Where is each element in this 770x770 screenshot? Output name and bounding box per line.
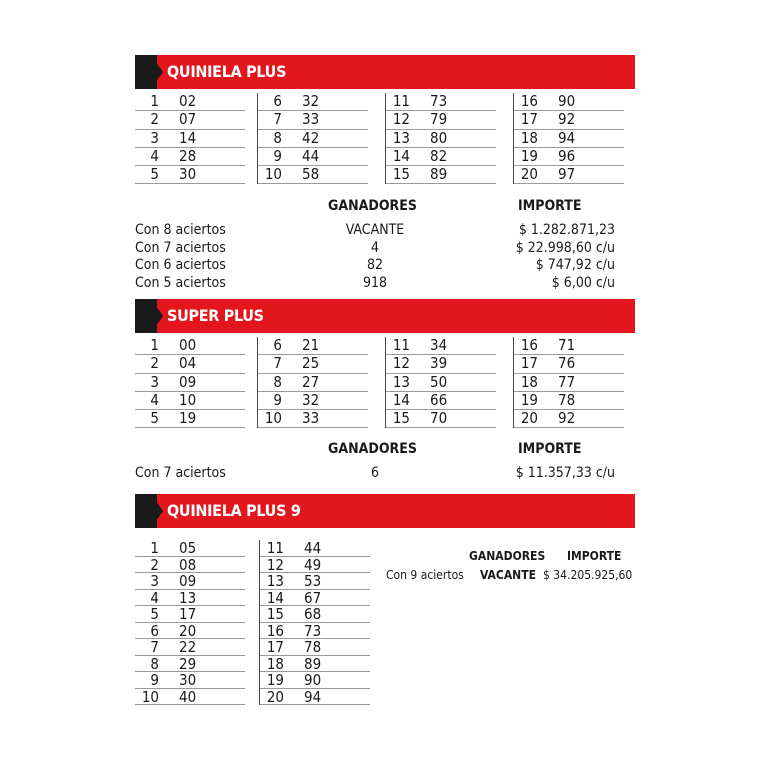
draw-position: 10: [264, 165, 282, 184]
number-column: [257, 93, 368, 184]
number-row: [135, 374, 245, 392]
number-row: [386, 166, 496, 184]
prize-amount: $ 1.282.871,23: [518, 222, 615, 238]
drawn-number: 13: [179, 588, 197, 607]
number-row: [135, 166, 245, 184]
draw-position: 7: [150, 638, 159, 656]
number-row: [386, 355, 496, 373]
prize-row: [135, 222, 615, 239]
number-column: [135, 93, 245, 184]
draw-position: 4: [150, 390, 159, 409]
drawn-number: 97: [558, 165, 576, 184]
prize-winners: 918: [362, 274, 388, 291]
draw-position: 18: [520, 372, 538, 391]
draw-position: 15: [392, 165, 410, 184]
draw-position: 15: [266, 605, 284, 623]
drawn-number: 58: [302, 165, 320, 184]
draw-position: 16: [520, 92, 538, 110]
draw-position: 13: [266, 572, 284, 590]
draw-position: 11: [392, 92, 410, 110]
winners-header: GANADORES: [328, 441, 417, 457]
drawn-number: 14: [179, 128, 197, 147]
prize-winners: VACANTE: [480, 568, 536, 582]
prize-row: [135, 257, 615, 274]
draw-position: 14: [266, 588, 284, 607]
drawn-number: 78: [304, 638, 322, 656]
draw-position: 5: [150, 605, 159, 623]
drawn-number: 70: [430, 409, 448, 428]
drawn-number: 79: [430, 110, 448, 129]
draw-position: 19: [520, 390, 538, 409]
number-row: [514, 130, 624, 148]
draw-position: 15: [392, 409, 410, 428]
drawn-number: 32: [302, 92, 320, 110]
section-title: QUINIELA PLUS 9: [167, 501, 301, 520]
prize-row: [135, 275, 615, 292]
prize-label: Con 5 aciertos: [135, 274, 226, 291]
number-row: [514, 392, 624, 410]
draw-position: 20: [520, 165, 538, 184]
number-row: [135, 93, 245, 111]
number-row: [135, 623, 245, 640]
prize-amount: $ 747,92 c/u: [535, 257, 615, 273]
number-row: [386, 410, 496, 428]
prize-label: Con 7 aciertos: [135, 465, 226, 481]
number-row: [258, 392, 368, 410]
drawn-number: 09: [179, 572, 197, 590]
drawn-number: 92: [558, 409, 576, 428]
number-row: [135, 672, 245, 689]
number-row: [514, 111, 624, 129]
drawn-number: 44: [302, 146, 320, 165]
number-row: [135, 573, 245, 590]
number-row: [135, 590, 245, 607]
number-row: [514, 337, 624, 355]
prize-winners: 82: [366, 257, 384, 273]
number-row: [514, 355, 624, 373]
number-row: [514, 148, 624, 166]
number-row: [386, 111, 496, 129]
draw-position: 8: [273, 372, 282, 391]
drawn-number: 21: [302, 336, 320, 354]
number-column: [513, 93, 624, 184]
draw-position: 3: [150, 572, 159, 590]
draw-position: 3: [150, 372, 159, 391]
number-row: [258, 355, 368, 373]
draw-position: 6: [273, 336, 282, 354]
draw-position: 3: [150, 128, 159, 147]
number-row: [135, 392, 245, 410]
section-title: SUPER PLUS: [167, 306, 264, 325]
draw-position: 8: [273, 128, 282, 147]
drawn-number: 82: [430, 146, 448, 165]
drawn-number: 25: [302, 354, 320, 373]
number-row: [514, 374, 624, 392]
draw-position: 18: [266, 654, 284, 673]
number-row: [258, 374, 368, 392]
draw-position: 1: [150, 92, 159, 110]
drawn-number: 33: [302, 110, 320, 129]
drawn-number: 08: [179, 555, 197, 574]
chevron-right-icon: [151, 55, 163, 89]
drawn-number: 77: [558, 372, 576, 391]
amount-header: IMPORTE: [518, 198, 582, 214]
draw-position: 11: [392, 336, 410, 354]
amount-header: IMPORTE: [518, 441, 582, 457]
number-row: [260, 590, 370, 607]
drawn-number: 73: [304, 621, 322, 640]
draw-position: 1: [150, 539, 159, 557]
drawn-number: 68: [304, 605, 322, 623]
drawn-number: 07: [179, 110, 197, 129]
prize-amount: $ 34.205.925,60: [543, 568, 633, 582]
draw-position: 6: [273, 92, 282, 110]
drawn-number: 44: [304, 539, 322, 557]
draw-position: 13: [392, 372, 410, 391]
drawn-number: 34: [430, 336, 448, 354]
draw-position: 14: [392, 146, 410, 165]
number-row: [260, 639, 370, 656]
drawn-number: 78: [558, 390, 576, 409]
draw-position: 7: [273, 110, 282, 129]
draw-position: 9: [273, 146, 282, 165]
number-row: [135, 540, 245, 557]
prize-amount: $ 11.357,33 c/u: [515, 465, 615, 481]
prize-amount: $ 22.998,60 c/u: [515, 239, 615, 256]
number-row: [260, 540, 370, 557]
drawn-number: 30: [179, 165, 197, 184]
draw-position: 20: [520, 409, 538, 428]
drawn-number: 92: [558, 110, 576, 129]
number-row: [135, 130, 245, 148]
drawn-number: 94: [558, 128, 576, 147]
draw-position: 2: [150, 555, 159, 574]
number-row: [135, 355, 245, 373]
drawn-number: 40: [179, 687, 197, 706]
draw-position: 20: [266, 687, 284, 706]
draw-position: 6: [150, 621, 159, 640]
drawn-number: 71: [558, 336, 576, 354]
number-row: [386, 93, 496, 111]
drawn-number: 33: [302, 409, 320, 428]
number-row: [258, 111, 368, 129]
drawn-number: 80: [430, 128, 448, 147]
draw-position: 8: [150, 654, 159, 673]
draw-position: 12: [392, 110, 410, 129]
drawn-number: 02: [179, 92, 197, 110]
number-row: [258, 166, 368, 184]
number-row: [258, 148, 368, 166]
number-row: [135, 557, 245, 574]
number-row: [135, 410, 245, 428]
drawn-number: 28: [179, 146, 197, 165]
draw-position: 5: [150, 409, 159, 428]
number-column: [135, 337, 245, 428]
drawn-number: 20: [179, 621, 197, 640]
number-row: [514, 93, 624, 111]
drawn-number: 89: [304, 654, 322, 673]
number-row: [386, 392, 496, 410]
draw-position: 13: [392, 128, 410, 147]
drawn-number: 94: [304, 687, 322, 706]
drawn-number: 04: [179, 354, 197, 373]
prize-winners: 6: [370, 465, 379, 481]
draw-position: 9: [273, 390, 282, 409]
number-column: [513, 337, 624, 428]
number-row: [386, 148, 496, 166]
number-row: [135, 639, 245, 656]
drawn-number: 30: [179, 671, 197, 689]
drawn-number: 00: [179, 336, 197, 354]
drawn-number: 10: [179, 390, 197, 409]
section-title: QUINIELA PLUS: [167, 62, 287, 81]
draw-position: 19: [266, 671, 284, 689]
draw-position: 5: [150, 165, 159, 184]
number-column: [385, 93, 496, 184]
draw-position: 11: [266, 539, 284, 557]
number-row: [514, 166, 624, 184]
draw-position: 18: [520, 128, 538, 147]
draw-position: 16: [266, 621, 284, 640]
winners-header: GANADORES: [328, 198, 417, 214]
draw-position: 14: [392, 390, 410, 409]
number-column: [259, 540, 370, 705]
drawn-number: 89: [430, 165, 448, 184]
drawn-number: 90: [558, 92, 576, 110]
drawn-number: 09: [179, 372, 197, 391]
draw-position: 10: [141, 687, 159, 706]
drawn-number: 22: [179, 638, 197, 656]
drawn-number: 29: [179, 654, 197, 673]
prize-row: [135, 240, 615, 257]
number-row: [258, 410, 368, 428]
draw-position: 1: [150, 336, 159, 354]
prize-label: Con 8 aciertos: [135, 222, 226, 238]
number-row: [258, 93, 368, 111]
draw-position: 7: [273, 354, 282, 373]
prize-label: Con 6 aciertos: [135, 257, 226, 273]
drawn-number: 66: [430, 390, 448, 409]
number-row: [260, 573, 370, 590]
number-row: [135, 111, 245, 129]
number-row: [260, 606, 370, 623]
number-row: [135, 148, 245, 166]
drawn-number: 96: [558, 146, 576, 165]
winners-header: GANADORES: [469, 549, 546, 563]
number-row: [135, 689, 245, 706]
drawn-number: 76: [558, 354, 576, 373]
drawn-number: 05: [179, 539, 197, 557]
number-row: [260, 557, 370, 574]
drawn-number: 27: [302, 372, 320, 391]
quiniela-plus-header: [135, 55, 635, 89]
prize-row: [135, 465, 615, 482]
draw-position: 16: [520, 336, 538, 354]
number-row: [135, 656, 245, 673]
draw-position: 2: [150, 354, 159, 373]
prize-amount: $ 6,00 c/u: [551, 274, 615, 291]
prize-winners: 4: [370, 239, 379, 256]
number-row: [386, 374, 496, 392]
number-row: [514, 410, 624, 428]
number-column: [257, 337, 368, 428]
quiniela-plus-9-header: [135, 494, 635, 528]
number-row: [258, 337, 368, 355]
chevron-right-icon: [151, 494, 163, 528]
drawn-number: 39: [430, 354, 448, 373]
drawn-number: 73: [430, 92, 448, 110]
drawn-number: 49: [304, 555, 322, 574]
draw-position: 2: [150, 110, 159, 129]
draw-position: 17: [520, 354, 538, 373]
number-row: [260, 656, 370, 673]
number-row: [258, 130, 368, 148]
number-row: [260, 689, 370, 706]
drawn-number: 90: [304, 671, 322, 689]
draw-position: 10: [264, 409, 282, 428]
draw-position: 17: [520, 110, 538, 129]
drawn-number: 19: [179, 409, 197, 428]
drawn-number: 53: [304, 572, 322, 590]
number-row: [386, 337, 496, 355]
prize-label: Con 9 aciertos: [386, 568, 464, 582]
draw-position: 17: [266, 638, 284, 656]
draw-position: 4: [150, 588, 159, 607]
number-row: [260, 672, 370, 689]
drawn-number: 50: [430, 372, 448, 391]
draw-position: 4: [150, 146, 159, 165]
chevron-right-icon: [151, 299, 163, 333]
prize-winners: VACANTE: [345, 222, 405, 238]
drawn-number: 17: [179, 605, 197, 623]
drawn-number: 32: [302, 390, 320, 409]
drawn-number: 42: [302, 128, 320, 147]
number-row: [135, 606, 245, 623]
number-row: [386, 130, 496, 148]
number-column: [385, 337, 496, 428]
amount-header: IMPORTE: [567, 549, 622, 563]
prize-label: Con 7 aciertos: [135, 239, 226, 256]
draw-position: 12: [266, 555, 284, 574]
draw-position: 12: [392, 354, 410, 373]
draw-position: 19: [520, 146, 538, 165]
drawn-number: 67: [304, 588, 322, 607]
number-row: [260, 623, 370, 640]
number-row: [135, 337, 245, 355]
number-column: [135, 540, 245, 705]
super-plus-header: [135, 299, 635, 333]
draw-position: 9: [150, 671, 159, 689]
